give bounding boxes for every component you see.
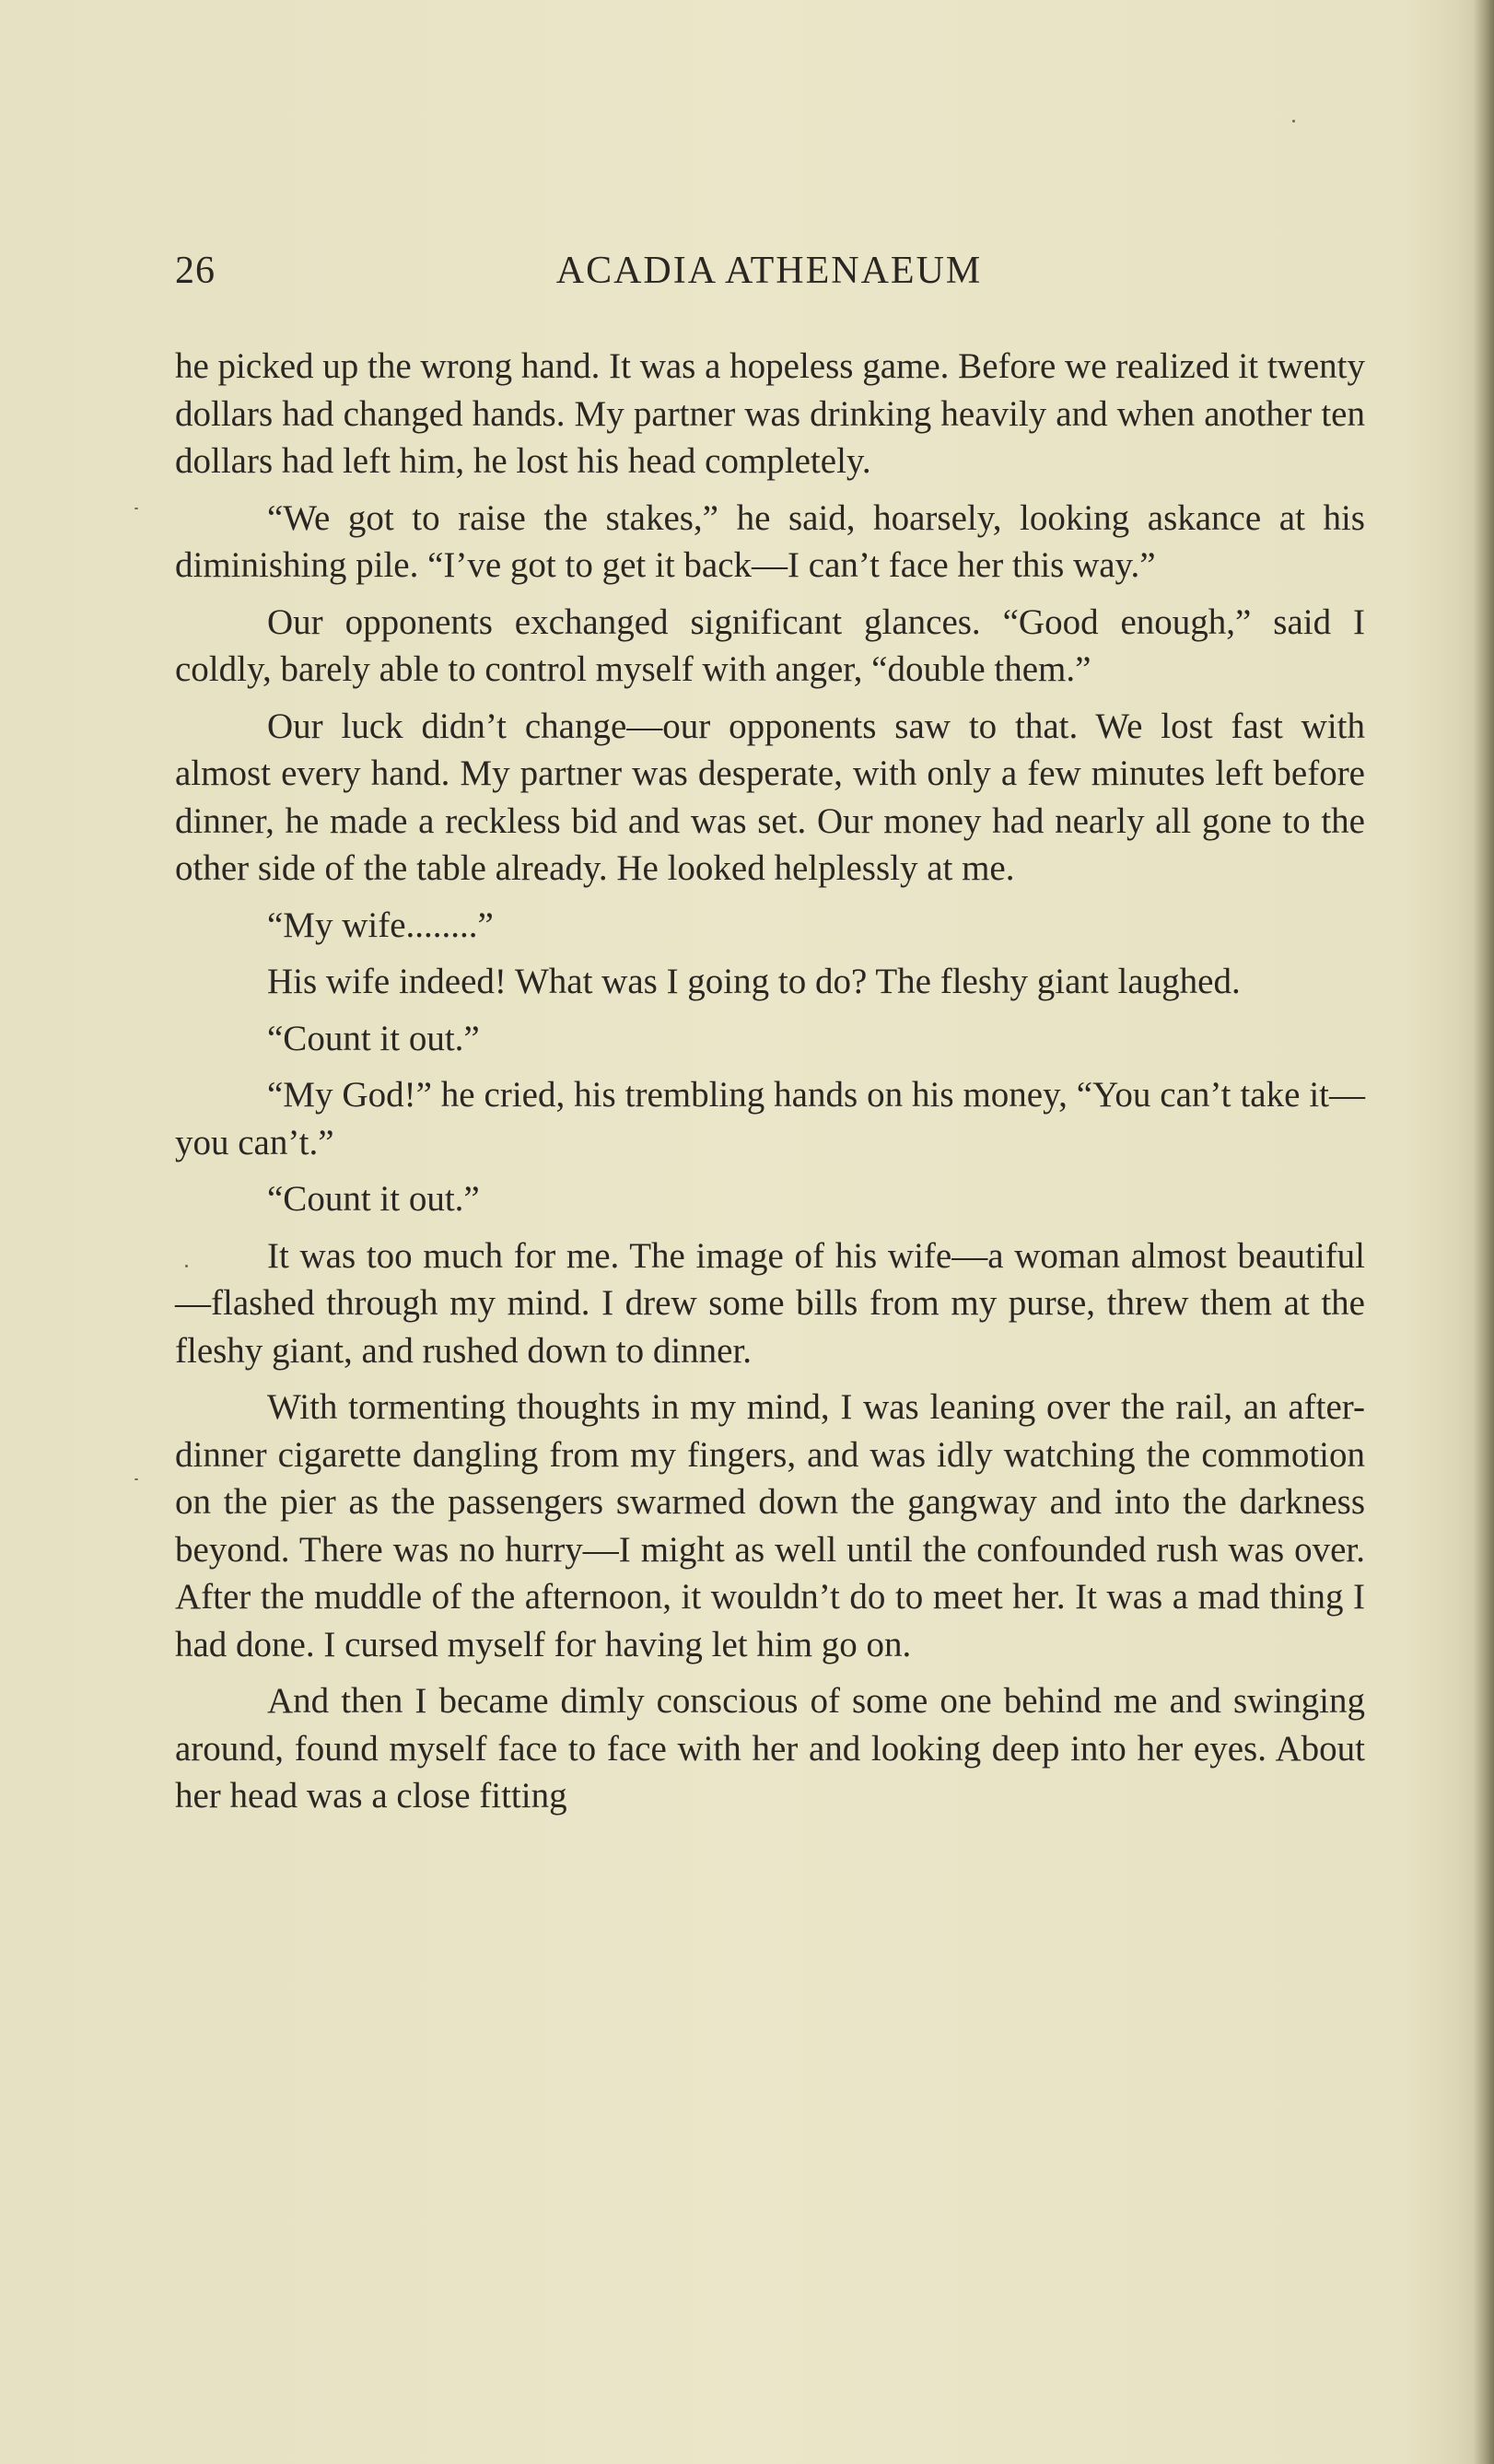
paragraph: His wife indeed! What was I going to do? The fleshy giant laughed. — [267, 962, 1241, 1001]
paragraph: Our luck didn’t change—our opponents saw to that. We lost fast with almost every hand. My partner was desperate, with only a few minutes left before dinner, he made a reckless bid and was set. Our money had nearly all gone to the other side of the table already. He looked helplessly at me. — [175, 706, 1365, 888]
paragraph: Our opponents exchanged significant glances. “Good enough,” said I coldly, barely able to control myself with anger, “double them.” — [175, 601, 1365, 689]
paragraph: With tormenting thoughts in my mind, I was leaning over the rail, an after-dinner cigarette dangling from my fingers, and was idly watching the commotion on the pier as the passengers swarmed down the gangway and into the darkness beyond. There was no hurry—I might as well until the confounded rush was over. After the muddle of the afternoon, it wouldn’t do to meet her. It was a mad thing I had done. I cursed myself for having let him go on. — [175, 1387, 1365, 1664]
paper-speck — [134, 508, 138, 509]
page-header — [175, 249, 1363, 304]
paragraph: It was too much for me. The image of his wife—a woman almost beautiful—flashed through my mind. I drew some bills from my purse, threw them at the fleshy giant, and rushed down to dinner. — [175, 1235, 1365, 1371]
page-number: 26 — [175, 250, 216, 292]
paper-speck — [134, 1478, 138, 1480]
running-title: ACADIA ATHENAEUM — [555, 250, 983, 292]
paragraph: “My wife........” — [267, 905, 494, 945]
paper-speck — [185, 1265, 188, 1267]
body-text — [175, 343, 1365, 1820]
paragraph: “We got to raise the stakes,” he said, hoarsely, looking askance at his diminishing pile. “I’ve got to get it back—I can’t face her this way.” — [175, 497, 1365, 585]
paragraph: And then I became dimly conscious of some one behind me and swinging around, found myself face to face with her and looking deep into her eyes. About her head was a close fitting — [175, 1681, 1365, 1816]
paragraph: “Count it out.” — [267, 1018, 480, 1058]
page-edge-shadow — [1474, 0, 1494, 2464]
paragraph-continued: he picked up the wrong hand. It was a hopeless game. Before we realized it twenty dollars had changed hands. My partner was drinking heavily and when another ten dollars had left him, he lost his head completely. — [175, 346, 1365, 481]
paragraph: “Count it out.” — [267, 1179, 480, 1219]
paper-speck — [1292, 120, 1295, 123]
paragraph: “My God!” he cried, his trembling hands on his money, “You can’t take it—you can’t.” — [175, 1075, 1365, 1162]
